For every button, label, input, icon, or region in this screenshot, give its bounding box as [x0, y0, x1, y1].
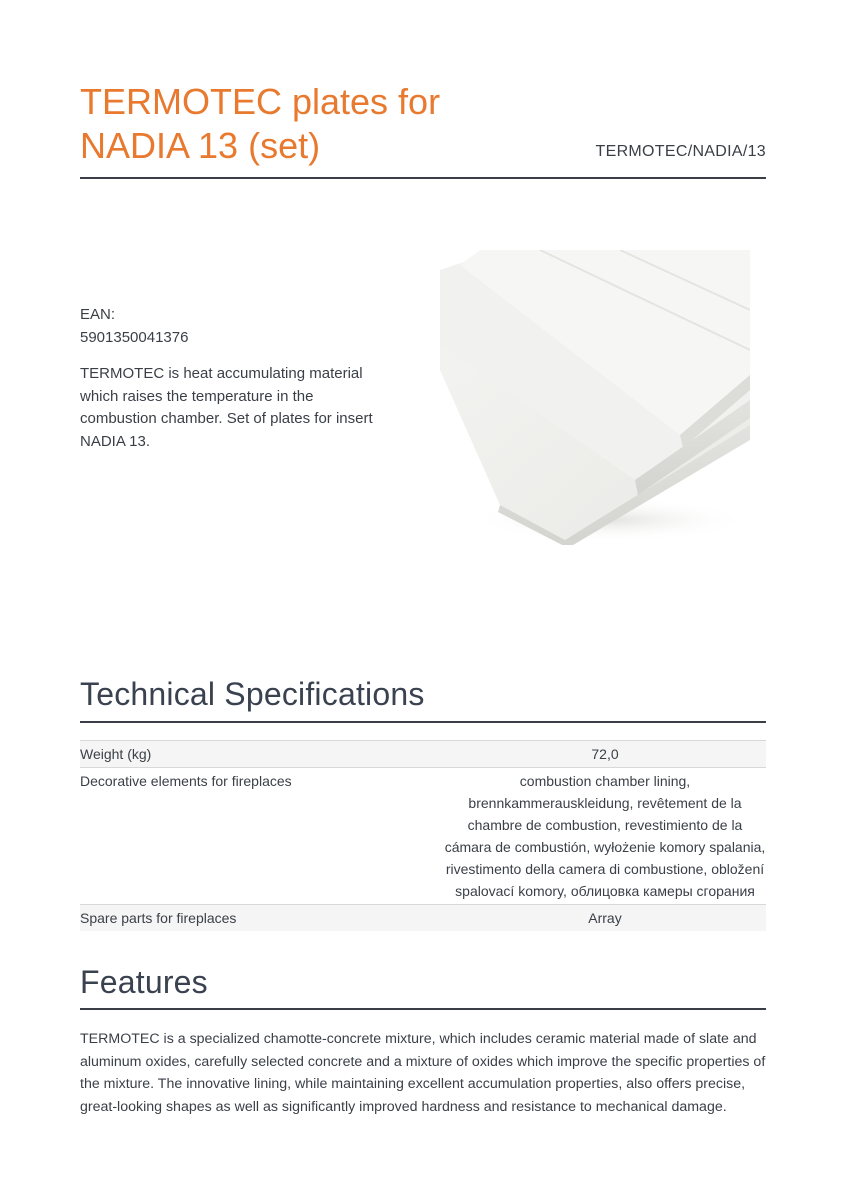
ean-label: EAN: [80, 306, 116, 323]
features-heading: Features [80, 964, 208, 1000]
product-image [440, 250, 750, 545]
table-row [80, 904, 766, 931]
product-sku: TERMOTEC/NADIA/13 [595, 143, 766, 160]
product-info [80, 304, 390, 453]
ean-value: 5901350041376 [80, 328, 189, 346]
product-title: TERMOTEC plates for NADIA 13 (set) [80, 81, 441, 166]
spec-key: Spare parts for fireplaces [80, 910, 237, 926]
table-row [80, 740, 766, 767]
features-divider [80, 1008, 766, 1010]
specs-table [80, 740, 766, 931]
tech-specs-heading: Technical Specifications [80, 676, 425, 712]
table-row [80, 767, 766, 904]
spec-value: 72,0 [591, 746, 619, 762]
product-description: TERMOTEC is heat accumulating material which raises the temperature in the combustion chamber. Set of plates for insert NADIA 13. [80, 365, 373, 450]
spec-key: Weight (kg) [80, 746, 152, 762]
spec-key: Decorative elements for fireplaces [80, 773, 292, 789]
spec-value: combustion chamber lining, brennkammerauskleidung, revêtement de la chambre de combustion, revestimiento de la cámara de combustión, wyłożenie komory spalania, rivestimento della camera di combustione, obložení spalovací komory, облицовка камеры сгорания [444, 773, 766, 899]
spec-value: Array [588, 910, 622, 926]
features-text: TERMOTEC is a specialized chamotte-concrete mixture, which includes ceramic material made of slate and aluminum oxides, carefully selected concrete and a mixture of oxides which improve the specific properties of the mixture. The innovative lining, while maintaining excellent accumulation properties, also offers precise, great-looking shapes as well as significantly improved hardness and resistance to mechanical damage. [80, 1031, 766, 1115]
tech-specs-divider [80, 721, 766, 723]
header-divider [80, 177, 766, 179]
